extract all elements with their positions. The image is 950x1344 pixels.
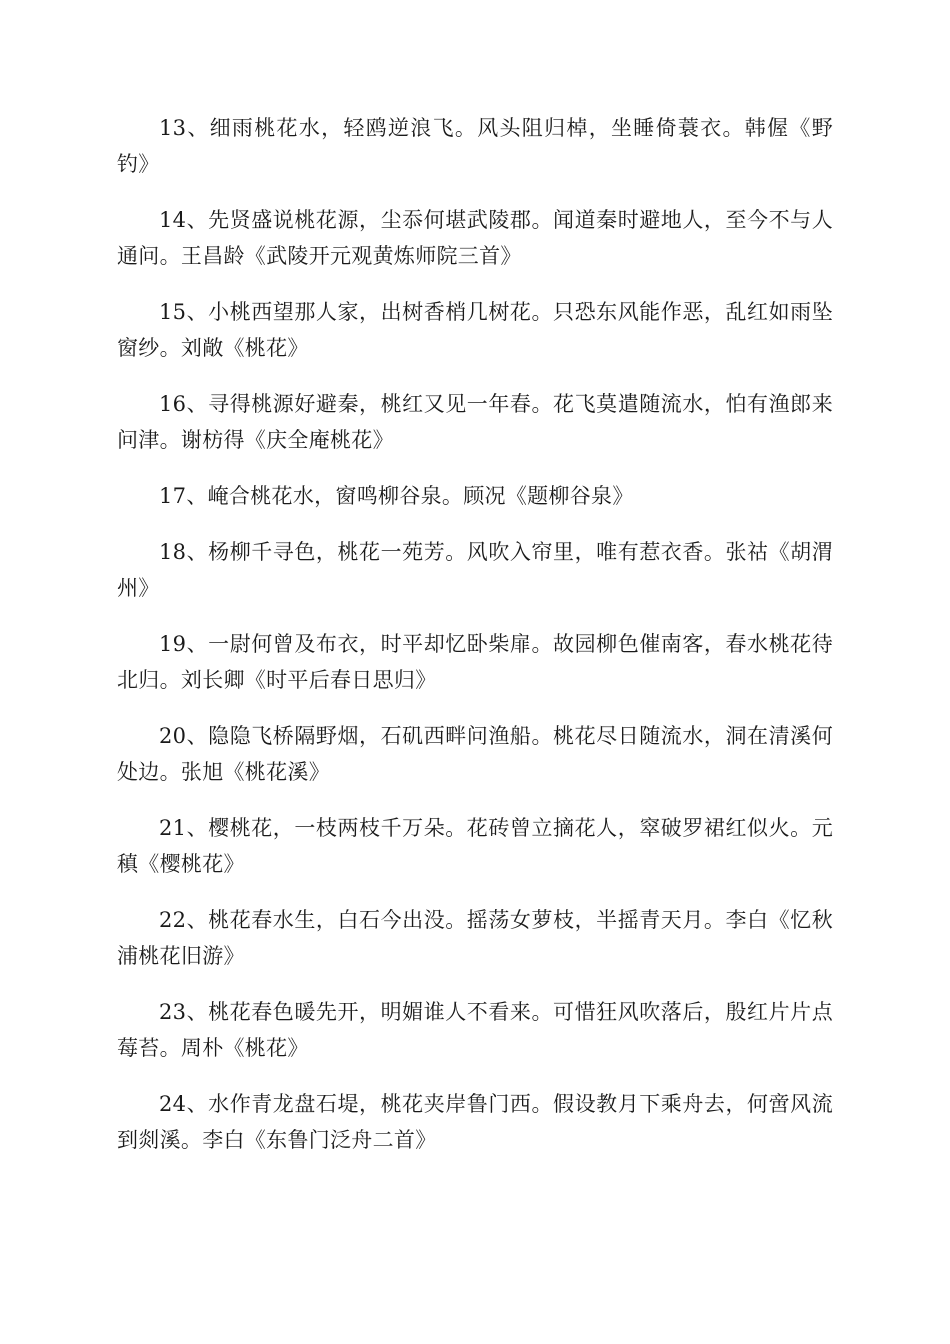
poem-paragraph-17: 17、崦合桃花水，窗鸣柳谷泉。顾况《题柳谷泉》 xyxy=(159,484,634,508)
poem-paragraph-22: 22、桃花春水生，白石今出没。摇荡女萝枝，半摇青天月。李白《忆秋浦桃花旧游》 xyxy=(117,908,833,968)
poem-paragraph-14: 14、先贤盛说桃花源，尘忝何堪武陵郡。闻道秦时避地人，至今不与人通问。王昌龄《武陵开元观黄炼师院三首》 xyxy=(117,208,833,268)
poem-paragraph-21: 21、樱桃花，一枝两枝千万朵。花砖曾立摘花人，窣破罗裙红似火。元稹《樱桃花》 xyxy=(117,816,833,876)
poem-paragraph-20: 20、隐隐飞桥隔野烟，石矶西畔问渔船。桃花尽日随流水，洞在清溪何处边。张旭《桃花溪》 xyxy=(117,724,833,784)
poem-paragraph-24: 24、水作青龙盘石堤，桃花夹岸鲁门西。假设教月下乘舟去，何啻风流到剡溪。李白《东鲁门泛舟二首》 xyxy=(117,1092,833,1152)
poem-paragraph-13: 13、细雨桃花水，轻鸥逆浪飞。风头阻归棹，坐睡倚蓑衣。韩偓《野钓》 xyxy=(117,116,833,176)
poem-paragraph-15: 15、小桃西望那人家，出树香梢几树花。只恐东风能作恶，乱红如雨坠窗纱。刘敞《桃花》 xyxy=(117,300,833,360)
poem-paragraph-19: 19、一尉何曾及布衣，时平却忆卧柴扉。故园柳色催南客，春水桃花待北归。刘长卿《时平后春日思归》 xyxy=(117,632,833,692)
document-body xyxy=(117,110,833,1178)
poem-paragraph-18: 18、杨柳千寻色，桃花一苑芳。风吹入帘里，唯有惹衣香。张祜《胡渭州》 xyxy=(117,540,833,600)
poem-paragraph-23: 23、桃花春色暖先开，明媚谁人不看来。可惜狂风吹落后，殷红片片点莓苔。周朴《桃花》 xyxy=(117,1000,833,1060)
poem-paragraph-16: 16、寻得桃源好避秦，桃红又见一年春。花飞莫遣随流水，怕有渔郎来问津。谢枋得《庆全庵桃花》 xyxy=(117,392,833,452)
